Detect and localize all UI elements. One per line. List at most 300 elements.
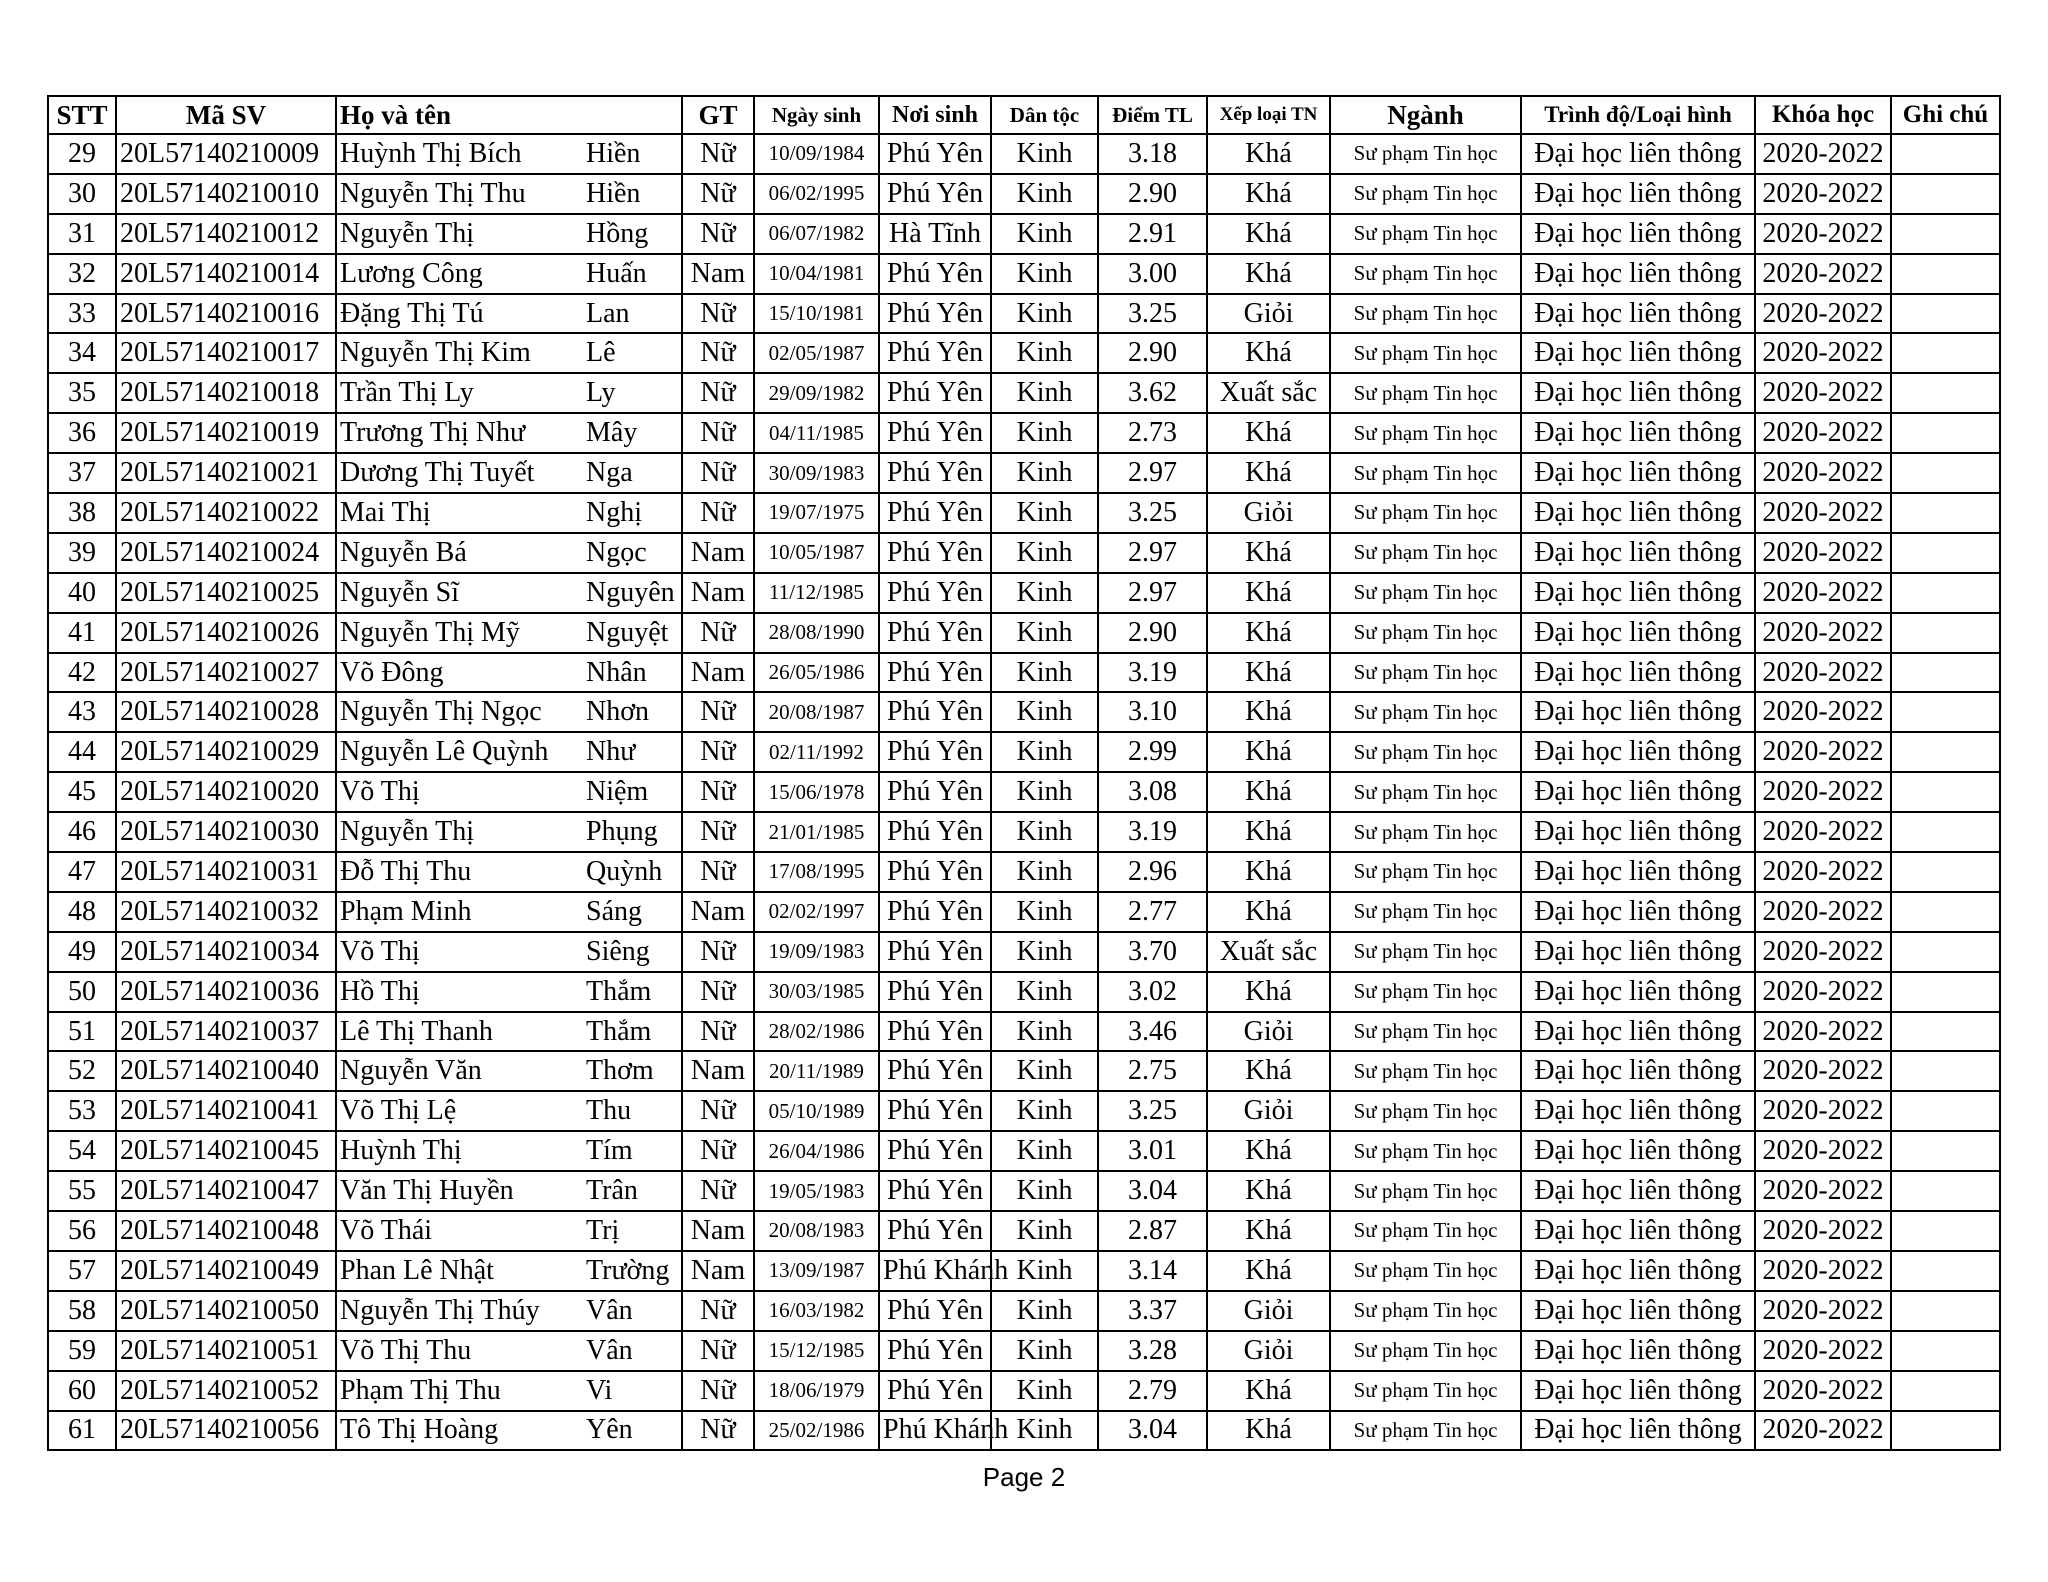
cell-dan-toc: Kinh — [991, 134, 1098, 174]
cell-ho-dem: Huỳnh Thị — [336, 1131, 583, 1171]
cell-ngay-sinh: 05/10/1989 — [754, 1091, 879, 1131]
cell-gt: Nữ — [682, 932, 754, 972]
cell-ghi-chu — [1891, 1211, 2000, 1251]
cell-ho-dem: Võ Thị — [336, 932, 583, 972]
table-row — [48, 1211, 2000, 1251]
cell-noi-sinh: Phú Yên — [879, 1131, 991, 1171]
cell-noi-sinh: Phú Yên — [879, 493, 991, 533]
cell-stt: 30 — [48, 174, 116, 214]
header-ngay-sinh: Ngày sinh — [754, 96, 879, 134]
cell-trinh-do: Đại học liên thông — [1521, 1051, 1755, 1091]
cell-nganh: Sư phạm Tin học — [1330, 174, 1521, 214]
cell-xep-loai: Giỏi — [1207, 1091, 1330, 1131]
cell-ho-dem: Nguyễn Lê Quỳnh — [336, 732, 583, 772]
cell-gt: Nữ — [682, 1411, 754, 1451]
cell-noi-sinh: Phú Yên — [879, 892, 991, 932]
cell-ghi-chu — [1891, 294, 2000, 334]
cell-noi-sinh: Phú Yên — [879, 294, 991, 334]
cell-ten: Như — [583, 732, 682, 772]
cell-ma-sv: 20L57140210016 — [116, 294, 336, 334]
table-row — [48, 1291, 2000, 1331]
cell-ma-sv: 20L57140210025 — [116, 573, 336, 613]
cell-dan-toc: Kinh — [991, 1051, 1098, 1091]
cell-ho-dem: Mai Thị — [336, 493, 583, 533]
cell-ngay-sinh: 02/11/1992 — [754, 732, 879, 772]
cell-ngay-sinh: 30/03/1985 — [754, 972, 879, 1012]
cell-nganh: Sư phạm Tin học — [1330, 134, 1521, 174]
cell-khoa-hoc: 2020-2022 — [1755, 214, 1891, 254]
cell-ghi-chu — [1891, 812, 2000, 852]
cell-noi-sinh: Phú Yên — [879, 613, 991, 653]
cell-ten: Tím — [583, 1131, 682, 1171]
cell-ho-dem: Võ Đông — [336, 653, 583, 693]
cell-xep-loai: Khá — [1207, 134, 1330, 174]
cell-ten: Niệm — [583, 772, 682, 812]
cell-ghi-chu — [1891, 373, 2000, 413]
cell-trinh-do: Đại học liên thông — [1521, 214, 1755, 254]
table-row — [48, 1012, 2000, 1052]
table-row — [48, 413, 2000, 453]
table-row — [48, 812, 2000, 852]
cell-ghi-chu — [1891, 1371, 2000, 1411]
cell-ngay-sinh: 10/09/1984 — [754, 134, 879, 174]
header-diem-tl: Điểm TL — [1098, 96, 1207, 134]
table-row — [48, 214, 2000, 254]
cell-trinh-do: Đại học liên thông — [1521, 972, 1755, 1012]
cell-ghi-chu — [1891, 772, 2000, 812]
cell-trinh-do: Đại học liên thông — [1521, 1291, 1755, 1331]
cell-khoa-hoc: 2020-2022 — [1755, 1411, 1891, 1451]
cell-khoa-hoc: 2020-2022 — [1755, 174, 1891, 214]
cell-nganh: Sư phạm Tin học — [1330, 413, 1521, 453]
cell-khoa-hoc: 2020-2022 — [1755, 1171, 1891, 1211]
cell-dan-toc: Kinh — [991, 1371, 1098, 1411]
cell-xep-loai: Khá — [1207, 1131, 1330, 1171]
cell-khoa-hoc: 2020-2022 — [1755, 1211, 1891, 1251]
cell-diem-tl: 2.73 — [1098, 413, 1207, 453]
cell-ma-sv: 20L57140210027 — [116, 653, 336, 693]
cell-ten: Thắm — [583, 972, 682, 1012]
cell-ho-dem: Lê Thị Thanh — [336, 1012, 583, 1052]
cell-diem-tl: 3.04 — [1098, 1411, 1207, 1451]
cell-gt: Nữ — [682, 732, 754, 772]
cell-noi-sinh: Phú Yên — [879, 692, 991, 732]
cell-khoa-hoc: 2020-2022 — [1755, 892, 1891, 932]
cell-xep-loai: Khá — [1207, 573, 1330, 613]
cell-gt: Nữ — [682, 812, 754, 852]
cell-ho-dem: Nguyễn Thị Kim — [336, 333, 583, 373]
cell-ten: Phụng — [583, 812, 682, 852]
cell-trinh-do: Đại học liên thông — [1521, 772, 1755, 812]
cell-trinh-do: Đại học liên thông — [1521, 294, 1755, 334]
cell-nganh: Sư phạm Tin học — [1330, 892, 1521, 932]
cell-stt: 31 — [48, 214, 116, 254]
cell-xep-loai: Khá — [1207, 1051, 1330, 1091]
cell-diem-tl: 3.25 — [1098, 493, 1207, 533]
cell-stt: 56 — [48, 1211, 116, 1251]
table-header-row — [48, 96, 2000, 134]
cell-trinh-do: Đại học liên thông — [1521, 333, 1755, 373]
cell-noi-sinh: Phú Yên — [879, 134, 991, 174]
cell-ghi-chu — [1891, 1331, 2000, 1371]
cell-ghi-chu — [1891, 892, 2000, 932]
table-row — [48, 134, 2000, 174]
cell-xep-loai: Khá — [1207, 533, 1330, 573]
cell-trinh-do: Đại học liên thông — [1521, 692, 1755, 732]
cell-xep-loai: Khá — [1207, 812, 1330, 852]
cell-trinh-do: Đại học liên thông — [1521, 134, 1755, 174]
cell-ho-dem: Văn Thị Huyền — [336, 1171, 583, 1211]
table-row — [48, 533, 2000, 573]
table-row — [48, 1091, 2000, 1131]
cell-xep-loai: Khá — [1207, 1211, 1330, 1251]
cell-ma-sv: 20L57140210036 — [116, 972, 336, 1012]
cell-ngay-sinh: 13/09/1987 — [754, 1251, 879, 1291]
cell-ho-dem: Võ Thị Lệ — [336, 1091, 583, 1131]
cell-ghi-chu — [1891, 174, 2000, 214]
cell-dan-toc: Kinh — [991, 413, 1098, 453]
cell-ten: Huấn — [583, 254, 682, 294]
cell-nganh: Sư phạm Tin học — [1330, 1211, 1521, 1251]
cell-nganh: Sư phạm Tin học — [1330, 453, 1521, 493]
cell-stt: 61 — [48, 1411, 116, 1451]
cell-xep-loai: Xuất sắc — [1207, 373, 1330, 413]
cell-nganh: Sư phạm Tin học — [1330, 812, 1521, 852]
cell-ghi-chu — [1891, 333, 2000, 373]
cell-noi-sinh: Phú Yên — [879, 1371, 991, 1411]
cell-dan-toc: Kinh — [991, 852, 1098, 892]
cell-noi-sinh: Phú Yên — [879, 1291, 991, 1331]
cell-ngay-sinh: 20/08/1987 — [754, 692, 879, 732]
cell-xep-loai: Khá — [1207, 1251, 1330, 1291]
cell-diem-tl: 2.97 — [1098, 453, 1207, 493]
cell-ten: Vân — [583, 1291, 682, 1331]
cell-dan-toc: Kinh — [991, 1131, 1098, 1171]
cell-stt: 55 — [48, 1171, 116, 1211]
cell-trinh-do: Đại học liên thông — [1521, 932, 1755, 972]
cell-diem-tl: 3.62 — [1098, 373, 1207, 413]
cell-noi-sinh: Phú Yên — [879, 653, 991, 693]
cell-ghi-chu — [1891, 1131, 2000, 1171]
cell-diem-tl: 3.00 — [1098, 254, 1207, 294]
cell-ten: Thu — [583, 1091, 682, 1131]
cell-ghi-chu — [1891, 413, 2000, 453]
cell-dan-toc: Kinh — [991, 1012, 1098, 1052]
cell-diem-tl: 2.90 — [1098, 174, 1207, 214]
table-row — [48, 294, 2000, 334]
cell-stt: 29 — [48, 134, 116, 174]
cell-gt: Nữ — [682, 174, 754, 214]
cell-dan-toc: Kinh — [991, 1211, 1098, 1251]
cell-khoa-hoc: 2020-2022 — [1755, 1131, 1891, 1171]
cell-ten: Quỳnh — [583, 852, 682, 892]
cell-ma-sv: 20L57140210031 — [116, 852, 336, 892]
cell-xep-loai: Khá — [1207, 1411, 1330, 1451]
cell-stt: 35 — [48, 373, 116, 413]
cell-trinh-do: Đại học liên thông — [1521, 613, 1755, 653]
cell-ho-dem: Đỗ Thị Thu — [336, 852, 583, 892]
cell-ho-dem: Nguyễn Sĩ — [336, 573, 583, 613]
cell-gt: Nam — [682, 573, 754, 613]
cell-ma-sv: 20L57140210034 — [116, 932, 336, 972]
cell-gt: Nam — [682, 1251, 754, 1291]
cell-trinh-do: Đại học liên thông — [1521, 1371, 1755, 1411]
cell-dan-toc: Kinh — [991, 1091, 1098, 1131]
cell-khoa-hoc: 2020-2022 — [1755, 1091, 1891, 1131]
cell-ma-sv: 20L57140210041 — [116, 1091, 336, 1131]
cell-trinh-do: Đại học liên thông — [1521, 254, 1755, 294]
cell-diem-tl: 2.97 — [1098, 573, 1207, 613]
cell-diem-tl: 2.75 — [1098, 1051, 1207, 1091]
cell-diem-tl: 2.90 — [1098, 333, 1207, 373]
cell-diem-tl: 2.97 — [1098, 533, 1207, 573]
cell-ngay-sinh: 15/06/1978 — [754, 772, 879, 812]
cell-nganh: Sư phạm Tin học — [1330, 772, 1521, 812]
cell-dan-toc: Kinh — [991, 294, 1098, 334]
table-body — [48, 134, 2000, 1450]
table-row — [48, 613, 2000, 653]
cell-gt: Nữ — [682, 1131, 754, 1171]
cell-ngay-sinh: 06/07/1982 — [754, 214, 879, 254]
cell-ho-dem: Nguyễn Thị — [336, 214, 583, 254]
cell-khoa-hoc: 2020-2022 — [1755, 294, 1891, 334]
cell-khoa-hoc: 2020-2022 — [1755, 373, 1891, 413]
cell-dan-toc: Kinh — [991, 373, 1098, 413]
table-row — [48, 772, 2000, 812]
cell-ma-sv: 20L57140210012 — [116, 214, 336, 254]
cell-khoa-hoc: 2020-2022 — [1755, 1251, 1891, 1291]
table-row — [48, 1131, 2000, 1171]
table-row — [48, 1371, 2000, 1411]
cell-diem-tl: 3.46 — [1098, 1012, 1207, 1052]
table-row — [48, 373, 2000, 413]
cell-ngay-sinh: 06/02/1995 — [754, 174, 879, 214]
cell-gt: Nữ — [682, 294, 754, 334]
cell-ho-dem: Nguyễn Thị — [336, 812, 583, 852]
cell-trinh-do: Đại học liên thông — [1521, 1091, 1755, 1131]
cell-ghi-chu — [1891, 932, 2000, 972]
cell-dan-toc: Kinh — [991, 533, 1098, 573]
cell-ngay-sinh: 21/01/1985 — [754, 812, 879, 852]
cell-ten: Nguyên — [583, 573, 682, 613]
cell-nganh: Sư phạm Tin học — [1330, 333, 1521, 373]
cell-noi-sinh: Phú Yên — [879, 1171, 991, 1211]
cell-ghi-chu — [1891, 533, 2000, 573]
cell-gt: Nữ — [682, 493, 754, 533]
cell-trinh-do: Đại học liên thông — [1521, 1171, 1755, 1211]
table-row — [48, 732, 2000, 772]
cell-khoa-hoc: 2020-2022 — [1755, 533, 1891, 573]
cell-ten: Lan — [583, 294, 682, 334]
cell-ngay-sinh: 15/12/1985 — [754, 1331, 879, 1371]
cell-stt: 58 — [48, 1291, 116, 1331]
cell-diem-tl: 2.87 — [1098, 1211, 1207, 1251]
cell-noi-sinh: Phú Yên — [879, 1331, 991, 1371]
cell-xep-loai: Khá — [1207, 333, 1330, 373]
cell-dan-toc: Kinh — [991, 1411, 1098, 1451]
cell-nganh: Sư phạm Tin học — [1330, 613, 1521, 653]
cell-diem-tl: 2.77 — [1098, 892, 1207, 932]
table-row — [48, 892, 2000, 932]
cell-ten: Nghị — [583, 493, 682, 533]
cell-xep-loai: Khá — [1207, 653, 1330, 693]
cell-dan-toc: Kinh — [991, 1251, 1098, 1291]
cell-diem-tl: 2.79 — [1098, 1371, 1207, 1411]
cell-noi-sinh: Phú Yên — [879, 732, 991, 772]
cell-gt: Nữ — [682, 413, 754, 453]
cell-diem-tl: 3.19 — [1098, 653, 1207, 693]
cell-khoa-hoc: 2020-2022 — [1755, 493, 1891, 533]
cell-ghi-chu — [1891, 1171, 2000, 1211]
cell-ho-dem: Nguyễn Thị Mỹ — [336, 613, 583, 653]
cell-ma-sv: 20L57140210030 — [116, 812, 336, 852]
cell-stt: 48 — [48, 892, 116, 932]
cell-ma-sv: 20L57140210017 — [116, 333, 336, 373]
cell-ten: Vân — [583, 1331, 682, 1371]
cell-ma-sv: 20L57140210040 — [116, 1051, 336, 1091]
cell-ho-dem: Trần Thị Ly — [336, 373, 583, 413]
cell-ten: Mây — [583, 413, 682, 453]
cell-trinh-do: Đại học liên thông — [1521, 1331, 1755, 1371]
cell-ten: Thắm — [583, 1012, 682, 1052]
cell-ten: Yên — [583, 1411, 682, 1451]
cell-ho-dem: Huỳnh Thị Bích — [336, 134, 583, 174]
cell-ngay-sinh: 18/06/1979 — [754, 1371, 879, 1411]
cell-dan-toc: Kinh — [991, 573, 1098, 613]
table-row — [48, 453, 2000, 493]
cell-noi-sinh: Phú Khánh — [879, 1251, 991, 1291]
cell-xep-loai: Khá — [1207, 972, 1330, 1012]
cell-ghi-chu — [1891, 453, 2000, 493]
cell-khoa-hoc: 2020-2022 — [1755, 812, 1891, 852]
cell-noi-sinh: Phú Yên — [879, 174, 991, 214]
cell-ten: Hồng — [583, 214, 682, 254]
cell-trinh-do: Đại học liên thông — [1521, 373, 1755, 413]
cell-khoa-hoc: 2020-2022 — [1755, 1291, 1891, 1331]
cell-ten: Hiền — [583, 174, 682, 214]
cell-noi-sinh: Phú Yên — [879, 972, 991, 1012]
cell-ma-sv: 20L57140210014 — [116, 254, 336, 294]
cell-ho-dem: Phạm Minh — [336, 892, 583, 932]
cell-nganh: Sư phạm Tin học — [1330, 1411, 1521, 1451]
cell-ngay-sinh: 19/09/1983 — [754, 932, 879, 972]
cell-xep-loai: Khá — [1207, 174, 1330, 214]
cell-stt: 34 — [48, 333, 116, 373]
cell-trinh-do: Đại học liên thông — [1521, 413, 1755, 453]
header-dan-toc: Dân tộc — [991, 96, 1098, 134]
cell-dan-toc: Kinh — [991, 214, 1098, 254]
cell-ho-dem: Nguyễn Thị Thúy — [336, 1291, 583, 1331]
cell-nganh: Sư phạm Tin học — [1330, 1251, 1521, 1291]
cell-noi-sinh: Phú Yên — [879, 413, 991, 453]
cell-xep-loai: Giỏi — [1207, 1331, 1330, 1371]
cell-ghi-chu — [1891, 493, 2000, 533]
cell-diem-tl: 2.96 — [1098, 852, 1207, 892]
cell-ngay-sinh: 30/09/1983 — [754, 453, 879, 493]
cell-trinh-do: Đại học liên thông — [1521, 573, 1755, 613]
cell-diem-tl: 3.01 — [1098, 1131, 1207, 1171]
cell-stt: 50 — [48, 972, 116, 1012]
cell-nganh: Sư phạm Tin học — [1330, 493, 1521, 533]
cell-ngay-sinh: 26/04/1986 — [754, 1131, 879, 1171]
cell-ma-sv: 20L57140210020 — [116, 772, 336, 812]
cell-gt: Nữ — [682, 972, 754, 1012]
cell-ngay-sinh: 11/12/1985 — [754, 573, 879, 613]
cell-diem-tl: 3.25 — [1098, 294, 1207, 334]
cell-nganh: Sư phạm Tin học — [1330, 972, 1521, 1012]
header-noi-sinh: Nơi sinh — [879, 96, 991, 134]
cell-ghi-chu — [1891, 1091, 2000, 1131]
cell-xep-loai: Giỏi — [1207, 1012, 1330, 1052]
cell-trinh-do: Đại học liên thông — [1521, 533, 1755, 573]
cell-stt: 53 — [48, 1091, 116, 1131]
cell-ma-sv: 20L57140210049 — [116, 1251, 336, 1291]
cell-nganh: Sư phạm Tin học — [1330, 653, 1521, 693]
cell-gt: Nữ — [682, 134, 754, 174]
cell-diem-tl: 3.02 — [1098, 972, 1207, 1012]
cell-ma-sv: 20L57140210029 — [116, 732, 336, 772]
cell-ten: Ly — [583, 373, 682, 413]
cell-noi-sinh: Phú Yên — [879, 852, 991, 892]
cell-gt: Nữ — [682, 613, 754, 653]
cell-gt: Nữ — [682, 1291, 754, 1331]
cell-noi-sinh: Phú Yên — [879, 1211, 991, 1251]
cell-ho-dem: Phạm Thị Thu — [336, 1371, 583, 1411]
table-row — [48, 972, 2000, 1012]
cell-ma-sv: 20L57140210021 — [116, 453, 336, 493]
cell-trinh-do: Đại học liên thông — [1521, 1411, 1755, 1451]
cell-khoa-hoc: 2020-2022 — [1755, 692, 1891, 732]
cell-ho-dem: Nguyễn Thị Thu — [336, 174, 583, 214]
cell-stt: 36 — [48, 413, 116, 453]
cell-ma-sv: 20L57140210037 — [116, 1012, 336, 1052]
cell-ten: Hiền — [583, 134, 682, 174]
cell-khoa-hoc: 2020-2022 — [1755, 1012, 1891, 1052]
cell-xep-loai: Xuất sắc — [1207, 932, 1330, 972]
cell-ten: Siêng — [583, 932, 682, 972]
cell-noi-sinh: Phú Yên — [879, 1012, 991, 1052]
cell-ten: Nguyệt — [583, 613, 682, 653]
cell-noi-sinh: Phú Khánh — [879, 1411, 991, 1451]
cell-nganh: Sư phạm Tin học — [1330, 1051, 1521, 1091]
cell-khoa-hoc: 2020-2022 — [1755, 653, 1891, 693]
cell-stt: 51 — [48, 1012, 116, 1052]
cell-nganh: Sư phạm Tin học — [1330, 294, 1521, 334]
cell-noi-sinh: Phú Yên — [879, 333, 991, 373]
cell-gt: Nữ — [682, 1371, 754, 1411]
cell-ngay-sinh: 19/05/1983 — [754, 1171, 879, 1211]
cell-ho-dem: Dương Thị Tuyết — [336, 453, 583, 493]
cell-dan-toc: Kinh — [991, 692, 1098, 732]
table-row — [48, 1251, 2000, 1291]
cell-ma-sv: 20L57140210024 — [116, 533, 336, 573]
cell-stt: 43 — [48, 692, 116, 732]
cell-trinh-do: Đại học liên thông — [1521, 653, 1755, 693]
cell-xep-loai: Giỏi — [1207, 1291, 1330, 1331]
cell-stt: 32 — [48, 254, 116, 294]
cell-nganh: Sư phạm Tin học — [1330, 1291, 1521, 1331]
table-row — [48, 1051, 2000, 1091]
cell-xep-loai: Khá — [1207, 254, 1330, 294]
cell-xep-loai: Khá — [1207, 692, 1330, 732]
cell-gt: Nữ — [682, 214, 754, 254]
cell-nganh: Sư phạm Tin học — [1330, 254, 1521, 294]
table-row — [48, 692, 2000, 732]
cell-ten: Nga — [583, 453, 682, 493]
cell-stt: 37 — [48, 453, 116, 493]
table-row — [48, 333, 2000, 373]
cell-stt: 41 — [48, 613, 116, 653]
